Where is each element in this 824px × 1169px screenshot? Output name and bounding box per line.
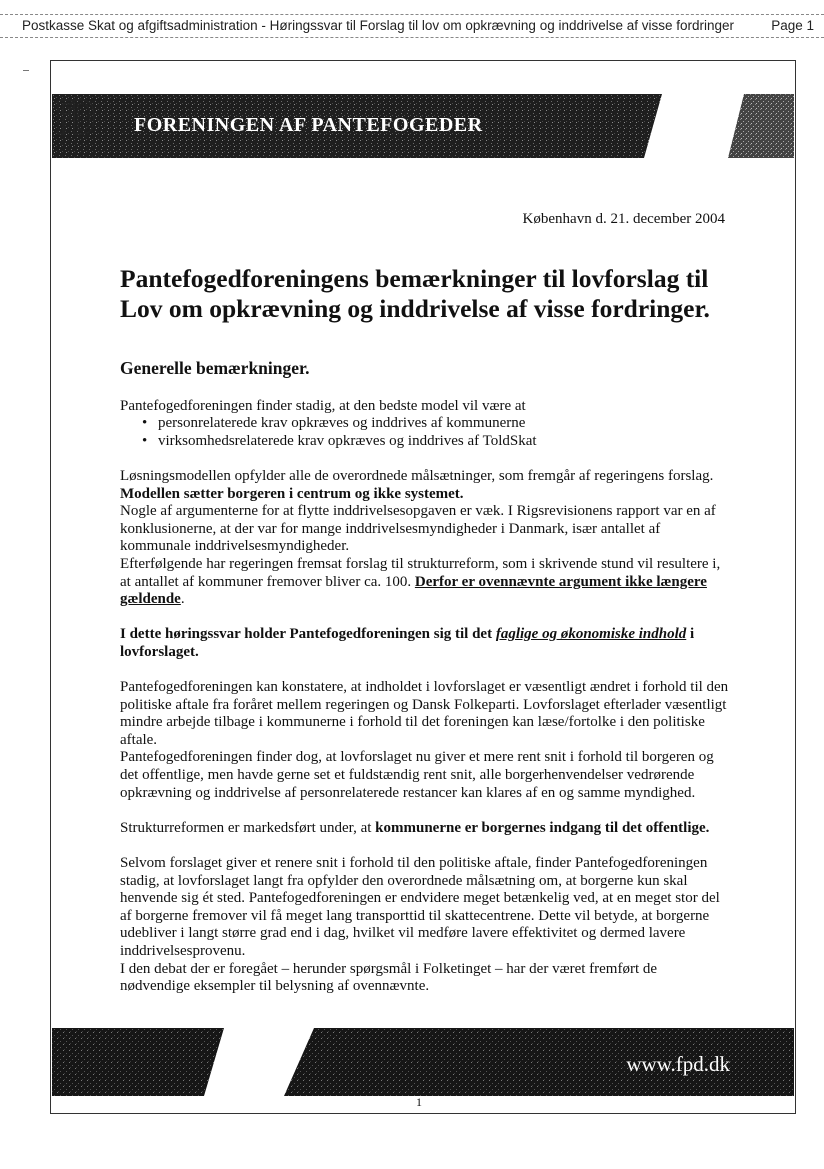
bullet-list xyxy=(120,415,730,450)
p1-continuation: Efterfølgende har regeringen fremsat forslag til strukturreform, som i skrivende stund vil resultere i, at antallet af kommuner fremover bliver ca. 100. xyxy=(120,555,721,590)
fax-page-indicator: Page 1 xyxy=(771,18,814,33)
p4-bold-text: kommunerne er borgernes indgang til det offentlige. xyxy=(375,819,710,836)
document-date: København d. 21. december 2004 xyxy=(522,211,725,227)
p1-underlined-conclusion: Derfor er ovennævnte argument ikke længere gældende xyxy=(120,573,707,608)
p1-bold-statement: Modellen sætter borgeren i centrum og ikke systemet. xyxy=(120,485,464,502)
section-heading: Generelle bemærkninger. xyxy=(120,358,310,378)
organization-name: FORENINGEN AF PANTEFOGEDER xyxy=(134,114,483,136)
bottom-banner xyxy=(52,1028,794,1096)
p2-emphasis: faglige og økonomiske indhold xyxy=(495,626,687,643)
paragraph-4 xyxy=(120,820,730,838)
bullet-item: • personrelaterede krav opkræves og inddrives af kommunerne xyxy=(142,415,730,433)
margin-tick xyxy=(23,70,29,71)
organization-logo xyxy=(52,94,98,140)
intro-paragraph: Pantefogedforeningen finder stadig, at den bedste model vil være at xyxy=(120,397,526,414)
p2-text-a: I dette høringssvar holder Pantefogedforeningen sig til det xyxy=(120,626,496,643)
bullet-item: • virksomhedsrelaterede krav opkræves og inddrives af ToldSkat xyxy=(142,433,730,451)
top-banner xyxy=(52,94,794,158)
document-title: Pantefogedforeningens bemærkninger til lovforslag til Lov om opkrævning og inddrivelse af visse fordringer. xyxy=(120,264,710,323)
p1-rest: Nogle af argumenterne for at flytte inddrivelsesopgaven er væk. I Rigsrevisionens rapport var en af konklusionerne, at der var for mange inddrivelsesmyndigheder i Danmark, især antallet af kommunale inddrivelsesmyndigheder. xyxy=(120,503,716,555)
website-link[interactable]: www.fpd.dk xyxy=(626,1052,730,1076)
paragraph-5b: I den debat der er foregået – herunder spørgsmål i Folketinget – har der været fremført de nødvendige eksempler til belysning af ovennævnte. xyxy=(120,960,658,995)
fax-header-text: Postkasse Skat og afgiftsadministration - Høringssvar til Forslag til lov om opkrævning og inddrivelse af visse fordringer xyxy=(22,18,735,33)
p1-line1: Løsningsmodellen opfylder alle de overordnede målsætninger, som fremgår af regeringens forslag. xyxy=(120,467,714,484)
fax-header xyxy=(0,14,824,38)
paragraph-1 xyxy=(120,468,730,609)
document-body xyxy=(120,360,730,996)
paragraph-3a: Pantefogedforeningen kan konstatere, at indholdet i lovforslaget er væsentligt ændret i forhold til den politiske aftale fra foråret mellem regeringen og Dansk Folkeparti. Lovforslaget efterlader væsentligt mindre arbejde tilbage i kommunerne i forhold til det foreningen kan læse/fortolke i den politiske aftale. xyxy=(120,679,729,748)
page-number: 1 xyxy=(416,1095,422,1109)
paragraph-2 xyxy=(120,626,730,661)
p1-end: . xyxy=(180,591,185,608)
p2-text-b: i lovforslaget. xyxy=(120,626,695,660)
paragraph-3b: Pantefogedforeningen finder dog, at lovforslaget nu giver et mere rent snit i forhold til borgeren og det offentlige, men havde gerne set et fuldstændig rent snit, alle borgerhenvendelser vedrørende opkrævning og inddrivelse af personrelaterede restancer kan klares af en og samme myndighed. xyxy=(120,749,714,801)
paragraph-5a: Selvom forslaget giver et renere snit i forhold til den politiske aftale, finder Pantefogedforeningen stadig, at lovforslaget langt fra opfylder den overordnede målsætning om, at borgerne kun skal henvende sig ét sted. Pantefogedforeningen er endvidere meget betænkelig ved, at en meget stor del af borgerne fremover vil få meget lang transporttid til skattecentrene. Dette vil betyde, at borgerne udebliver i langt større grad end i dag, hvilket vil medføre lavere effektivitet og dermed lavere inddrivelsesprovenu. xyxy=(120,855,720,959)
p4-text: Strukturreformen er markedsført under, at xyxy=(120,819,376,836)
